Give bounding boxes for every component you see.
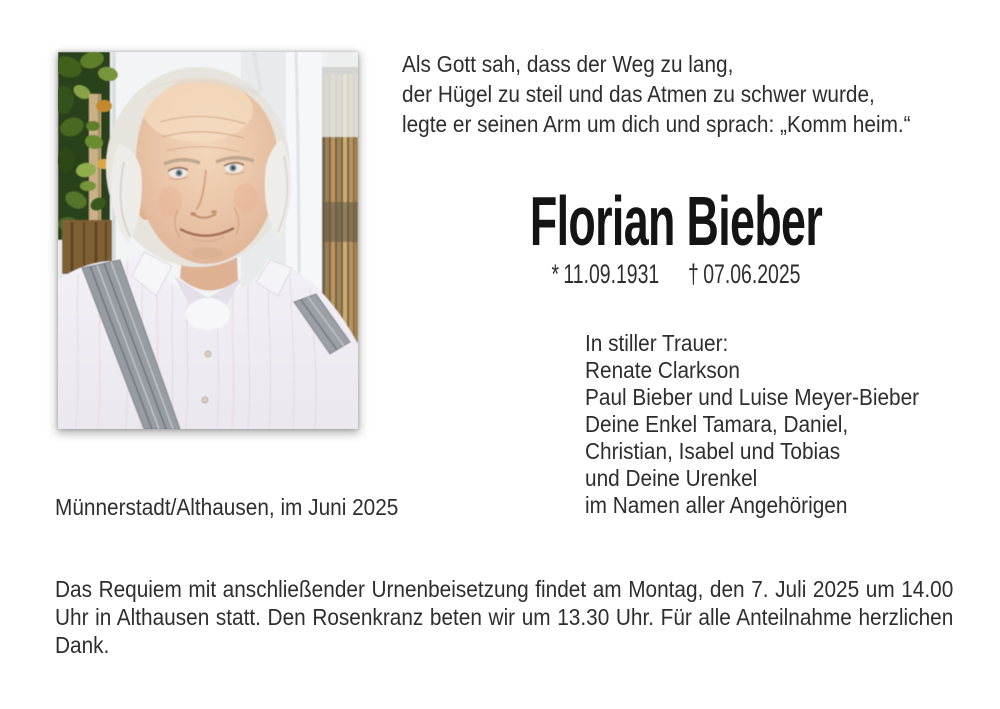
mourners-line: und Deine Urenkel	[585, 465, 758, 491]
life-dates	[479, 259, 874, 289]
mourners-line: im Namen aller Angehörigen	[585, 492, 848, 518]
birth-date: * 11.09.1931	[551, 259, 660, 289]
place-date-line: Münnerstadt/Althausen, im Juni 2025	[55, 494, 399, 520]
death-date: † 07.06.2025	[688, 259, 801, 289]
portrait-illustration	[58, 52, 358, 429]
birth-star-symbol: *	[551, 259, 560, 289]
mourners-line: Renate Clarkson	[585, 357, 740, 383]
mourners-line: Deine Enkel Tamara, Daniel,	[585, 411, 849, 437]
death-cross-symbol: †	[688, 259, 699, 289]
deceased-block	[402, 182, 950, 289]
mourners-line: Christian, Isabel und Tobias	[585, 438, 841, 464]
mourners-line: Paul Bieber und Luise Meyer-Bieber	[585, 384, 920, 410]
funeral-details: Das Requiem mit anschließender Urnenbeisetzung findet am Montag, den 7. Juli 2025 um 14.00 Uhr in Althausen statt. Den Rosenkranz beten wir um 13.30 Uhr. Für alle Anteilnahme herzlichen Dank.	[55, 576, 954, 658]
face	[106, 67, 291, 267]
memorial-verse	[402, 49, 911, 139]
mourners-list	[585, 330, 919, 519]
mourners-line: In stiller Trauer:	[585, 330, 729, 356]
portrait-photo	[58, 52, 358, 429]
verse-line: der Hügel zu steil und das Atmen zu schwer wurde,	[402, 81, 875, 107]
verse-line: legte er seinen Arm um dich und sprach: „Komm heim.“	[402, 111, 911, 137]
deceased-name: Florian Bieber	[529, 182, 823, 260]
verse-line: Als Gott sah, dass der Weg zu lang,	[402, 51, 734, 77]
